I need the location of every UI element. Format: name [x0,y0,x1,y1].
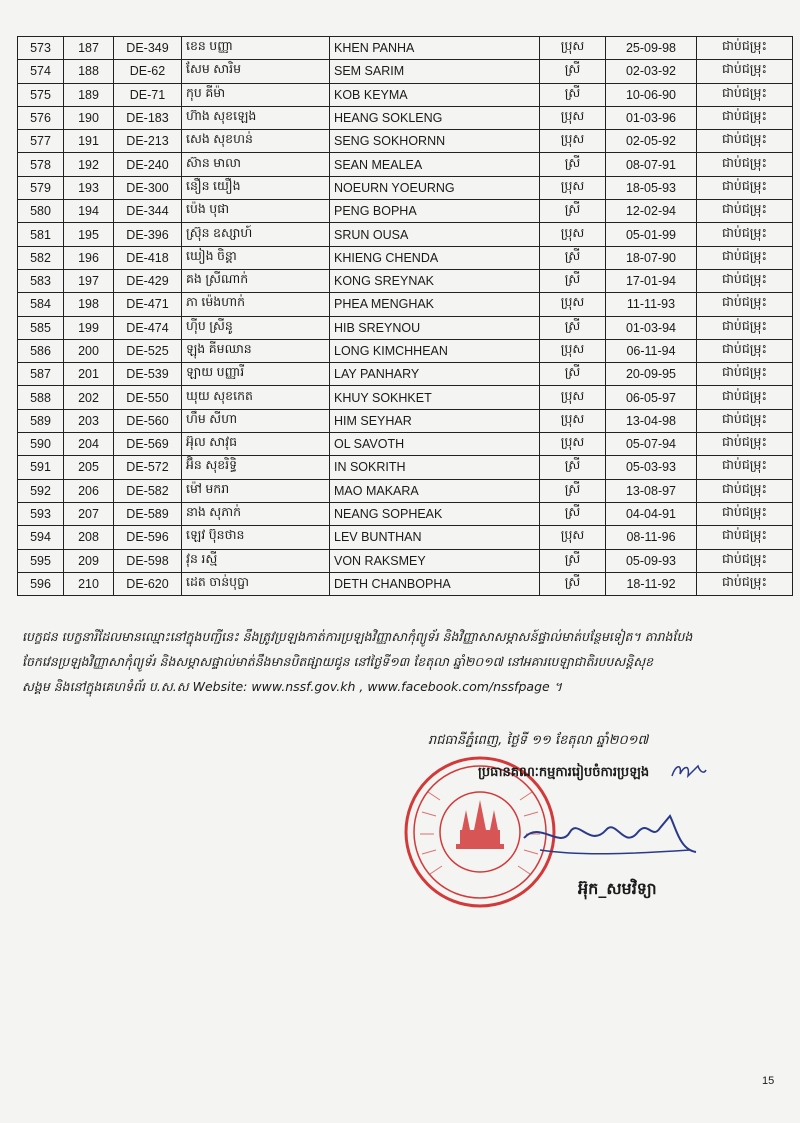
birth-date-cell: 04-04-91 [606,502,697,525]
sex-cell: ស្រី [540,502,606,525]
candidate-code-cell: DE-560 [114,409,182,432]
sequence-cell: 204 [64,433,114,456]
result-cell: ជាប់ជម្រុះ [697,130,793,153]
candidate-code-cell: DE-471 [114,293,182,316]
table-row [18,363,793,386]
sex-cell: ប្រុស [540,176,606,199]
khmer-name-cell: គង ស្រីណាក់ [182,269,330,292]
row-number-cell: 593 [18,502,64,525]
row-number-cell: 588 [18,386,64,409]
table-row [18,549,793,572]
khmer-name-cell: ឃុយ សុខកេត [182,386,330,409]
sex-cell: ស្រី [540,83,606,106]
result-cell: ជាប់ជម្រុះ [697,83,793,106]
candidate-code-cell: DE-396 [114,223,182,246]
sequence-cell: 190 [64,106,114,129]
candidate-code-cell: DE-525 [114,339,182,362]
sequence-cell: 196 [64,246,114,269]
row-number-cell: 573 [18,37,64,60]
row-number-cell: 590 [18,433,64,456]
candidate-code-cell: DE-550 [114,386,182,409]
row-number-cell: 578 [18,153,64,176]
sex-cell: ប្រុស [540,386,606,409]
sex-cell: ប្រុស [540,293,606,316]
row-number-cell: 592 [18,479,64,502]
handwritten-signature [520,810,700,870]
sex-cell: ប្រុស [540,526,606,549]
khmer-name-cell: វុន រស្មី [182,549,330,572]
row-number-cell: 584 [18,293,64,316]
table-row [18,83,793,106]
khmer-name-cell: ឃៀង ចិន្តា [182,246,330,269]
result-cell: ជាប់ជម្រុះ [697,479,793,502]
sequence-cell: 187 [64,37,114,60]
result-cell: ជាប់ជម្រុះ [697,200,793,223]
candidate-code-cell: DE-569 [114,433,182,456]
latin-name-cell: SEAN MEALEA [330,153,540,176]
candidate-code-cell: DE-598 [114,549,182,572]
row-number-cell: 582 [18,246,64,269]
row-number-cell: 596 [18,572,64,595]
sequence-cell: 203 [64,409,114,432]
table-row [18,456,793,479]
birth-date-cell: 02-03-92 [606,60,697,83]
candidate-code-cell: DE-582 [114,479,182,502]
signer-name: អ៊ុក_សមវិទ្យា [578,879,657,898]
row-number-cell: 580 [18,200,64,223]
row-number-cell: 575 [18,83,64,106]
result-cell: ជាប់ជម្រុះ [697,339,793,362]
khmer-name-cell: ស៊ាន មាលា [182,153,330,176]
table-row [18,433,793,456]
result-cell: ជាប់ជម្រុះ [697,60,793,83]
birth-date-cell: 12-02-94 [606,200,697,223]
khmer-name-cell: ឡុង គីមឈាន [182,339,330,362]
khmer-name-cell: ភា ម៉េងហាក់ [182,293,330,316]
row-number-cell: 579 [18,176,64,199]
sex-cell: ប្រុស [540,433,606,456]
candidate-code-cell: DE-71 [114,83,182,106]
khmer-name-cell: សេង សុខហន់ [182,130,330,153]
sequence-cell: 193 [64,176,114,199]
latin-name-cell: HEANG SOKLENG [330,106,540,129]
sex-cell: ស្រី [540,456,606,479]
table-row [18,130,793,153]
sex-cell: ប្រុស [540,106,606,129]
candidate-code-cell: DE-596 [114,526,182,549]
sequence-cell: 210 [64,572,114,595]
sex-cell: ស្រី [540,246,606,269]
latin-name-cell: MAO MAKARA [330,479,540,502]
birth-date-cell: 20-09-95 [606,363,697,386]
table-row [18,386,793,409]
result-cell: ជាប់ជម្រុះ [697,456,793,479]
sequence-cell: 201 [64,363,114,386]
result-cell: ជាប់ជម្រុះ [697,223,793,246]
notice-paragraph [22,624,782,699]
sequence-cell: 189 [64,83,114,106]
result-cell: ជាប់ជម្រុះ [697,502,793,525]
birth-date-cell: 08-11-96 [606,526,697,549]
latin-name-cell: OL SAVOTH [330,433,540,456]
birth-date-cell: 18-07-90 [606,246,697,269]
khmer-name-cell: ប៉េង បុផា [182,200,330,223]
result-cell: ជាប់ជម្រុះ [697,363,793,386]
latin-name-cell: SENG SOKHORNN [330,130,540,153]
sequence-cell: 207 [64,502,114,525]
candidate-code-cell: DE-183 [114,106,182,129]
birth-date-cell: 18-05-93 [606,176,697,199]
results-table-body [18,37,793,596]
khmer-name-cell: នាង សុភាក់ [182,502,330,525]
results-table [17,36,793,596]
birth-date-cell: 06-05-97 [606,386,697,409]
table-row [18,37,793,60]
latin-name-cell: IN SOKRITH [330,456,540,479]
khmer-name-cell: អ៊ិន សុខរិទ្ធិ [182,456,330,479]
sequence-cell: 188 [64,60,114,83]
candidate-code-cell: DE-62 [114,60,182,83]
sex-cell: ស្រី [540,269,606,292]
result-cell: ជាប់ជម្រុះ [697,153,793,176]
sequence-cell: 208 [64,526,114,549]
birth-date-cell: 05-09-93 [606,549,697,572]
latin-name-cell: KONG SREYNAK [330,269,540,292]
sex-cell: ប្រុស [540,130,606,153]
sequence-cell: 199 [64,316,114,339]
khmer-name-cell: ឡាយ បញ្ញារី [182,363,330,386]
result-cell: ជាប់ជម្រុះ [697,293,793,316]
latin-name-cell: SRUN OUSA [330,223,540,246]
result-cell: ជាប់ជម្រុះ [697,386,793,409]
sex-cell: ស្រី [540,316,606,339]
sex-cell: ស្រី [540,363,606,386]
birth-date-cell: 05-01-99 [606,223,697,246]
row-number-cell: 587 [18,363,64,386]
table-row [18,176,793,199]
birth-date-cell: 02-05-92 [606,130,697,153]
result-cell: ជាប់ជម្រុះ [697,176,793,199]
latin-name-cell: LAY PANHARY [330,363,540,386]
birth-date-cell: 18-11-92 [606,572,697,595]
candidate-code-cell: DE-349 [114,37,182,60]
candidate-code-cell: DE-300 [114,176,182,199]
sequence-cell: 192 [64,153,114,176]
row-number-cell: 594 [18,526,64,549]
table-row [18,502,793,525]
sex-cell: ប្រុស [540,223,606,246]
result-cell: ជាប់ជម្រុះ [697,526,793,549]
birth-date-cell: 05-03-93 [606,456,697,479]
candidate-code-cell: DE-344 [114,200,182,223]
row-number-cell: 576 [18,106,64,129]
sequence-cell: 198 [64,293,114,316]
table-row [18,409,793,432]
latin-name-cell: NOEURN YOEURNG [330,176,540,199]
khmer-name-cell: ឡេវ ប៊ុនថាន [182,526,330,549]
sequence-cell: 200 [64,339,114,362]
result-cell: ជាប់ជម្រុះ [697,433,793,456]
latin-name-cell: VON RAKSMEY [330,549,540,572]
khmer-name-cell: សែម សារិម [182,60,330,83]
latin-name-cell: LONG KIMCHHEAN [330,339,540,362]
sequence-cell: 194 [64,200,114,223]
latin-name-cell: HIB SREYNOU [330,316,540,339]
table-row [18,223,793,246]
khmer-name-cell: នឿន យឿង [182,176,330,199]
birth-date-cell: 13-04-98 [606,409,697,432]
sequence-cell: 206 [64,479,114,502]
birth-date-cell: 01-03-96 [606,106,697,129]
sex-cell: ស្រី [540,572,606,595]
row-number-cell: 586 [18,339,64,362]
table-row [18,153,793,176]
candidate-code-cell: DE-572 [114,456,182,479]
table-row [18,246,793,269]
birth-date-cell: 13-08-97 [606,479,697,502]
row-number-cell: 589 [18,409,64,432]
sequence-cell: 202 [64,386,114,409]
birth-date-cell: 25-09-98 [606,37,697,60]
sex-cell: ប្រុស [540,339,606,362]
result-cell: ជាប់ជម្រុះ [697,37,793,60]
notice-line: សង្គម និងនៅក្នុងគេហទំព័រ ប.ស.ស Website: www.nssf.gov.kh , www.facebook.com/nssfpage ។ [22,679,562,694]
birth-date-cell: 10-06-90 [606,83,697,106]
row-number-cell: 595 [18,549,64,572]
candidate-code-cell: DE-620 [114,572,182,595]
sex-cell: ស្រី [540,479,606,502]
table-row [18,269,793,292]
candidate-code-cell: DE-474 [114,316,182,339]
candidate-code-cell: DE-418 [114,246,182,269]
sequence-cell: 197 [64,269,114,292]
result-cell: ជាប់ជម្រុះ [697,106,793,129]
khmer-name-cell: កុប គីម៉ា [182,83,330,106]
candidate-code-cell: DE-240 [114,153,182,176]
sequence-cell: 191 [64,130,114,153]
result-cell: ជាប់ជម្រុះ [697,246,793,269]
table-row [18,293,793,316]
latin-name-cell: KOB KEYMA [330,83,540,106]
sex-cell: ស្រី [540,153,606,176]
row-number-cell: 581 [18,223,64,246]
result-cell: ជាប់ជម្រុះ [697,549,793,572]
latin-name-cell: KHUY SOKHKET [330,386,540,409]
sex-cell: ស្រី [540,200,606,223]
table-row [18,526,793,549]
birth-date-cell: 17-01-94 [606,269,697,292]
latin-name-cell: DETH CHANBOPHA [330,572,540,595]
row-number-cell: 591 [18,456,64,479]
khmer-name-cell: ហ៊ាង សុខឡេង [182,106,330,129]
result-cell: ជាប់ជម្រុះ [697,409,793,432]
khmer-name-cell: ដេត ចាន់បុប្ផា [182,572,330,595]
birth-date-cell: 06-11-94 [606,339,697,362]
table-row [18,106,793,129]
birth-date-cell: 05-07-94 [606,433,697,456]
table-row [18,339,793,362]
row-number-cell: 585 [18,316,64,339]
candidate-code-cell: DE-589 [114,502,182,525]
sex-cell: ប្រុស [540,409,606,432]
table-row [18,572,793,595]
sex-cell: ស្រី [540,60,606,83]
sequence-cell: 195 [64,223,114,246]
latin-name-cell: HIM SEYHAR [330,409,540,432]
row-number-cell: 583 [18,269,64,292]
latin-name-cell: PHEA MENGHAK [330,293,540,316]
table-row [18,60,793,83]
khmer-name-cell: អ៊ុល សាវុធ [182,433,330,456]
table-row [18,200,793,223]
sex-cell: ស្រី [540,549,606,572]
birth-date-cell: 11-11-93 [606,293,697,316]
latin-name-cell: KHEN PANHA [330,37,540,60]
result-cell: ជាប់ជម្រុះ [697,269,793,292]
birth-date-cell: 01-03-94 [606,316,697,339]
notice-line: បេក្ខជន បេក្ខនារីដែលមានឈ្មោះនៅក្នុងបញ្ជីនេះ នឹងត្រូវប្រឡងកាត់ការប្រឡងវិញ្ញាសាកុំព្យូទ័រ និងវិញ្ញាសាសម្ភាសន៍ផ្ទាល់មាត់បន្ថែមទៀត។ តារាងបែង [22,629,693,644]
birth-date-cell: 08-07-91 [606,153,697,176]
khmer-name-cell: ហ៊ីប ស្រីនូ [182,316,330,339]
candidate-code-cell: DE-539 [114,363,182,386]
latin-name-cell: NEANG SOPHEAK [330,502,540,525]
khmer-name-cell: ម៉ៅ មករា [182,479,330,502]
page-number: 15 [762,1075,775,1087]
latin-name-cell: SEM SARIM [330,60,540,83]
notice-line: ចែកវេនប្រឡងវិញ្ញាសាកុំព្យូទ័រ និងសម្ភាសផ្ទាល់មាត់នឹងមានបិតផ្សាយជូន នៅថ្ងៃទី១៣ ខែតុលា ឆ្នាំ២០១៧ នៅអគារបេឡាជាតិរបបសន្តិសុខ [22,654,654,669]
row-number-cell: 577 [18,130,64,153]
latin-name-cell: LEV BUNTHAN [330,526,540,549]
sex-cell: ប្រុស [540,37,606,60]
khmer-name-cell: ហឹម សីហា [182,409,330,432]
row-number-cell: 574 [18,60,64,83]
sequence-cell: 205 [64,456,114,479]
latin-name-cell: PENG BOPHA [330,200,540,223]
table-row [18,479,793,502]
table-row [18,316,793,339]
khmer-name-cell: ស្រ៊ុន ឧស្សាហ៍ [182,223,330,246]
result-cell: ជាប់ជម្រុះ [697,316,793,339]
place-and-date: រាជធានីភ្នំពេញ, ថ្ងៃទី ១១ ខែតុលា ឆ្នាំ២០១៧ [428,733,649,748]
khmer-name-cell: ខេន បញ្ញា [182,37,330,60]
sequence-cell: 209 [64,549,114,572]
initials-mark [668,760,708,782]
candidate-code-cell: DE-429 [114,269,182,292]
committee-title: ប្រធានគណៈកម្មការរៀបចំការប្រឡង [478,765,650,780]
result-cell: ជាប់ជម្រុះ [697,572,793,595]
candidate-code-cell: DE-213 [114,130,182,153]
latin-name-cell: KHIENG CHENDA [330,246,540,269]
